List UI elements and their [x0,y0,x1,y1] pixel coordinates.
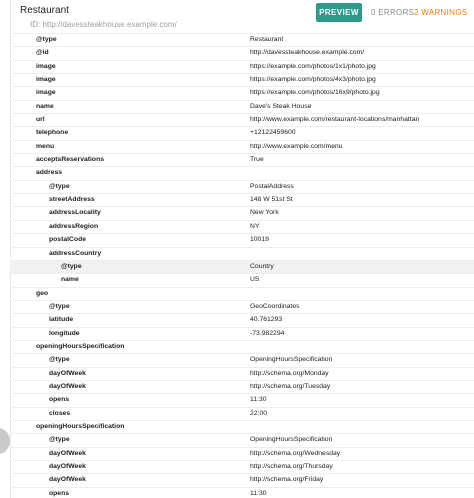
property-key: address [36,169,63,177]
property-row[interactable] [10,100,474,113]
property-key: url [36,116,45,124]
property-value: Dave's Steak House [250,102,312,110]
property-key: @type [36,36,57,43]
property-key: addressLocality [49,209,101,217]
property-row[interactable] [10,73,474,86]
item-id-line: ID: http://davessteakhouse.example.com/ [30,20,177,29]
property-value: +12122459600 [250,129,296,137]
property-row[interactable] [10,233,474,246]
result-header [10,0,474,32]
scroll-handle[interactable] [0,428,10,454]
property-key: image [36,76,56,84]
property-key: latitude [49,316,74,324]
property-key: acceptsReservations [36,156,105,164]
property-value: Country [250,262,274,270]
property-value: http://schema.org/Friday [250,476,324,484]
property-value: 40.761293 [250,316,283,324]
property-row[interactable] [10,420,474,433]
property-key: image [36,62,56,70]
property-row[interactable] [10,153,474,166]
property-row[interactable] [10,340,474,353]
property-row[interactable] [10,460,474,473]
property-row[interactable] [10,113,474,126]
property-value: OpeningHoursSpecification [250,436,333,444]
property-key: opens [49,489,70,497]
property-key: name [36,102,54,110]
property-key: menu [36,142,55,150]
property-key: addressRegion [49,222,99,230]
property-value: US [250,276,260,284]
property-row[interactable] [10,287,474,300]
property-value: http://schema.org/Thursday [250,463,333,470]
property-value: http://schema.org/Wednesday [250,449,341,457]
property-value: Restaurant [250,36,284,43]
property-row[interactable] [10,220,474,233]
property-key: postalCode [49,236,87,244]
property-row[interactable] [10,247,474,260]
property-key: dayOfWeek [49,382,86,390]
property-row[interactable] [10,140,474,153]
property-row[interactable] [10,206,474,219]
property-key: @id [36,49,49,57]
item-type-title: Restaurant [20,5,69,16]
property-value: http://www.example.com/menu [250,142,343,150]
property-value: -73.982294 [250,329,285,337]
property-value: 10019 [250,236,269,244]
errors-count[interactable]: 0 ERRORS [371,8,415,17]
property-value: https://example.com/photos/1x1/photo.jpg [250,62,376,70]
property-key: @type [49,356,70,364]
property-row[interactable] [10,447,474,460]
property-value: http://davessteakhouse.example.com/ [250,49,365,57]
property-table [10,33,474,498]
property-row[interactable] [10,260,474,273]
property-key: telephone [36,129,69,137]
property-row[interactable] [10,180,474,193]
property-value: http://schema.org/Monday [250,369,329,377]
property-key: closes [49,409,71,417]
property-row[interactable] [10,433,474,446]
property-key: @type [49,302,70,310]
preview-button[interactable]: PREVIEW [316,3,362,22]
property-row[interactable] [10,380,474,393]
property-row[interactable] [10,193,474,206]
property-row[interactable] [10,60,474,73]
property-value: 11:30 [250,489,267,497]
property-key: openingHoursSpecification [36,342,125,350]
property-row[interactable] [10,126,474,139]
property-key: streetAddress [49,196,95,204]
property-row[interactable] [10,273,474,286]
property-key: longitude [49,329,80,337]
property-row[interactable] [10,166,474,179]
property-value: http://www.example.com/restaurant-locations/manhattan [250,116,420,124]
warnings-count[interactable]: 2 WARNINGS [414,8,468,17]
property-value: 148 W 51st St [250,196,293,204]
property-row[interactable] [10,367,474,380]
property-value: NY [250,222,260,230]
property-key: @type [49,182,70,190]
property-key: image [36,89,56,97]
property-row[interactable] [10,300,474,313]
property-value: 11:30 [250,396,267,404]
property-row[interactable] [10,46,474,59]
property-key: @type [49,436,70,444]
property-row[interactable] [10,473,474,486]
property-value: New York [250,209,279,217]
property-value: PostalAddress [250,182,294,190]
property-row[interactable] [10,407,474,420]
property-key: addressCountry [49,249,102,257]
property-value: True [250,156,264,164]
property-row[interactable] [10,86,474,99]
property-key: openingHoursSpecification [36,422,125,430]
property-value: http://schema.org/Tuesday [250,382,331,390]
property-key: @type [61,262,82,270]
property-row[interactable] [10,393,474,406]
property-row[interactable] [10,313,474,326]
property-row[interactable] [10,353,474,366]
property-key: geo [36,289,49,297]
property-value: 22:00 [250,409,268,417]
property-key: dayOfWeek [49,476,86,484]
property-value: https://example.com/photos/16x9/photo.jpg [250,89,380,97]
property-key: dayOfWeek [49,463,86,470]
property-row[interactable] [10,487,474,498]
property-value: OpeningHoursSpecification [250,356,333,364]
property-row[interactable] [10,327,474,340]
property-row[interactable] [10,33,474,46]
property-value: https://example.com/photos/4x3/photo.jpg [250,76,376,84]
property-key: opens [49,396,70,404]
property-value: GeoCoordinates [250,302,300,310]
property-key: dayOfWeek [49,369,86,377]
property-key: name [61,276,79,284]
property-key: dayOfWeek [49,449,86,457]
